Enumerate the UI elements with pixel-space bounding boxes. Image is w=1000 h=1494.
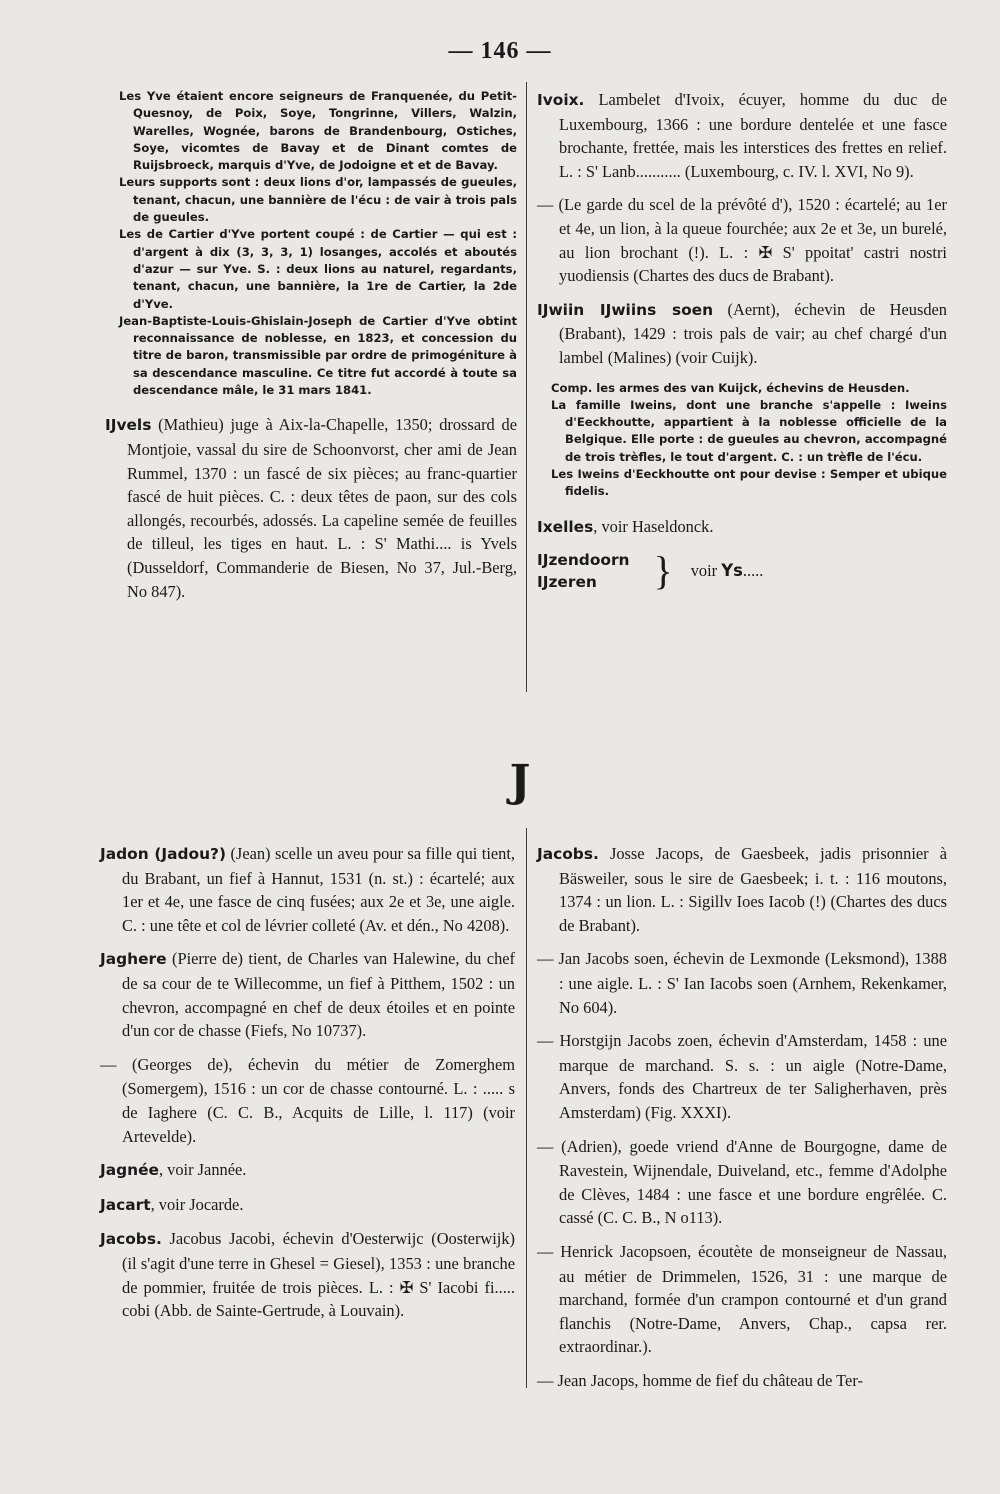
entry-ixelles [537, 515, 947, 540]
entry [100, 1193, 515, 1218]
entry [100, 842, 515, 937]
entry-garde: — (Le garde du scel de la prévôté d'), 1520 : écartelé; au 1er et 4e, un lion, à la queue fourchée; aux 2e et 3e, un burelé, au lion brochant (!). L. : ✠ S' ppoitat' castri nostri yuodiensis (Chartes des ducs de Brabant). [537, 195, 947, 286]
entry-text: (Mathieu) juge à Aix-la-Chapelle, 1350; drossard de Montjoie, vassal du sire de Schoonvorst, cher ami de Jean Rummel, 1370 : un fascé de six pièces; au franc-quartier fascé de huit pièces. C. : deux têtes de paon, sur des cols allongés, recourbés, adossés. La capeline semée de feuilles de tilleul, les tiges en haut. L. : S' Mathi.... is Yvels (Dusseldorf, Commanderie de Biesen, No 37, Jul.-Berg, No 847). [127, 415, 517, 601]
column-divider [526, 828, 527, 1388]
note-paragraph: Les Iweins d'Eeckhoutte ont pour devise : Semper et ubique fidelis. [551, 467, 947, 499]
entry-text: , voir Jocarde. [150, 1194, 244, 1214]
entry-text: — (Adrien), goede vriend d'Anne de Bourgogne, dame de Ravestein, Wijnendale, Duiveland, etc., femme d'Adolphe de Clèves, 1484 : une fasce et une bordure engrêlée. C. cassé (C. C. B., N o113). [537, 1136, 947, 1228]
entry-text: (Aernt), échevin de Heusden (Brabant), 1429 : trois pals de vair; au chef chargé d'un lambel (Malines) (voir Cuijk). [559, 299, 947, 367]
section-letter: J [509, 756, 531, 807]
entry-text: — Jean Jacops, homme de fief du château de Ter- [537, 1370, 863, 1390]
entry-head: Jacart [100, 1195, 151, 1214]
entry-text: , voir Jannée. [158, 1160, 247, 1180]
voir-group [537, 549, 947, 593]
entry-head: IJzeren [537, 573, 597, 592]
entry [100, 1158, 515, 1183]
entry-text: Jacobus Jacobi, échevin d'Oesterwijc (Oosterwijk) (il s'agit d'une terre in Ghesel = Giesel), 1353 : une branche de pommier, fruitée de trois pièces. L. : ✠ S' Iacobi fi..... cobi (Abb. de Sainte-Gertrude, à Louvain). [122, 1229, 515, 1321]
entry-text: — (Georges de), échevin du métier de Zomerghem (Somergem), 1516 : un cor de chasse contourné. L. : ..... s de Iaghere (C. C. B., Acquits de Lille, l. 117) (voir Artevelde). [100, 1054, 515, 1146]
entry [100, 1053, 515, 1148]
entry [537, 842, 947, 937]
right-bottom-column [537, 842, 947, 1403]
entry-head: IJzendoorn [537, 551, 630, 570]
entry-head: Ivoix. [537, 91, 585, 109]
entry-text: Josse Jacops, de Gaesbeek, jadis prisonnier à Bäsweiler, sous le sire de Gaesbeek; i. t. : 116 moutons, 1374 : un lion. L. : Sigillv Ioes Iacob (!) (Chartes des ducs de Brabant). [559, 844, 947, 935]
entry-head: Jacobs. [537, 845, 599, 863]
entry-head: Jadon (Jadou?) [100, 845, 227, 863]
note-paragraph: Jean-Baptiste-Louis-Ghislain-Joseph de Cartier d'Yve obtint reconnaissance de noblesse, en 1823, et concession du titre de baron, transmissible par ordre de primogéniture à sa descendance masculine. Ce titre fut accordé à toute sa descendance mâle, le 31 mars 1841. [119, 313, 517, 398]
entry-text: — Jan Jacobs soen, échevin de Lexmonde (Leksmond), 1388 : une aigle. L. : S' Ian Iacobs soen (Arnhem, Rekenkamer, No 604). [537, 949, 947, 1017]
entry-text: Lambelet d'Ivoix, écuyer, homme du duc de Luxembourg, 1366 : une bordure dentelée et une fasce brochante, frettée, mais les interstices des frettes en relief. L. : S' Lanb........... (Luxembourg, c. IV. l. XVI, No 9). [559, 90, 947, 181]
entry-head: IJwiin IJwiins soen [537, 300, 714, 319]
entry-text: (Jean) scelle un aveu pour sa fille qui tient, du Brabant, un fief à Hannut, 1531 (n. st.) : écartelé; aux 1er et 4e, une fasce de cinq fusées; aux 2e et 3e, une aigle. C. : une tête et col de lévrier colleté (Av. et dén., No 4208). [122, 844, 515, 935]
entry [537, 947, 947, 1019]
entry-head: IJvels [105, 416, 152, 435]
brace-symbol: } [653, 548, 673, 594]
entry [537, 1240, 947, 1359]
column-divider [526, 82, 527, 692]
entry-text: (Pierre de) tient, de Charles van Halewine, du chef de sa cour de te Willecomme, un fief à Pitthem, 1502 : un chevron, accompagné en chef de deux étoiles et en pointe d'un cor de chasse (Fiefs, No 10737). [122, 949, 515, 1041]
left-bottom-column [100, 842, 515, 1333]
note-paragraph: Comp. les armes des van Kuijck, échevins de Heusden. [551, 380, 910, 395]
voir-text: voir Ys..... [690, 561, 764, 581]
page-number: — 146 — [448, 38, 552, 64]
entry-text: , voir Haseldonck. [593, 516, 714, 536]
entry [537, 1135, 947, 1230]
entry-text: — Henrick Jacopsoen, écoutète de monseigneur de Nassau, au métier de Drimmelen, 1526, 31 : une marque de marchand, formée d'un crampon contourné et d'un grand flanchis (Notre-Dame, Anvers, Chap., capsa rer. extraordinar.). [537, 1241, 947, 1357]
note-paragraph: La famille Iweins, dont une branche s'appelle : Iweins d'Eeckhoutte, appartient à la noblesse officielle de la Belgique. Elle porte : de gueules au chevron, accompagné de trois trèfles, le tout d'argent. C. : un trèfle de l'écu. [551, 397, 947, 464]
entry [100, 947, 515, 1042]
note-paragraph: Les de Cartier d'Yve portent coupé : de Cartier — qui est : d'argent à dix (3, 3, 3, 1) losanges, accolés et aboutés d'azur — sur Yve. S. : deux lions au naturel, regardants, tenant, chacun, une bannière, la 1re de Cartier, la 2de d'Yve. [119, 227, 517, 311]
right-top-column [537, 88, 947, 593]
entry [537, 1029, 947, 1124]
entry-head: Jaghere [100, 950, 167, 969]
left-top-column [105, 88, 517, 613]
entry-ivoix [537, 88, 947, 183]
entry-ijvels [105, 413, 517, 603]
entry-ijwiin [537, 298, 947, 370]
note-paragraph: Les Yve étaient encore seigneurs de Franquenée, du Petit-Quesnoy, de Poix, Soye, Tongrinne, Villers, Walzin, Warelles, Wognée, barons de Brandenbourg, Ostiches, Soye, vicomtes de Bavay et de Dinant comtes de Ruijsbroeck, marquis d'Yve, de Jodoigne et et de Bavay. [119, 89, 517, 173]
entry-head: Jacobs. [100, 1230, 162, 1249]
entry-text: — Horstgijn Jacobs zoen, échevin d'Amsterdam, 1458 : une marque de marchand. S. s. : un aigle (Notre-Dame, Anvers, fonds des Chartreux de ter Saligherhaven, près Amsterdam) (Fig. XXXI). [537, 1031, 947, 1122]
voir-names [537, 549, 630, 593]
entry [100, 1227, 515, 1322]
entry [537, 1369, 947, 1394]
note-paragraph: Leurs supports sont : deux lions d'or, lampassés de gueules, tenant, chacun, une bannière de l'écu : de vair à trois pals de gueules. [119, 175, 517, 225]
entry-head: Jagnée [100, 1161, 159, 1180]
entry-head: Ixelles [537, 517, 594, 536]
